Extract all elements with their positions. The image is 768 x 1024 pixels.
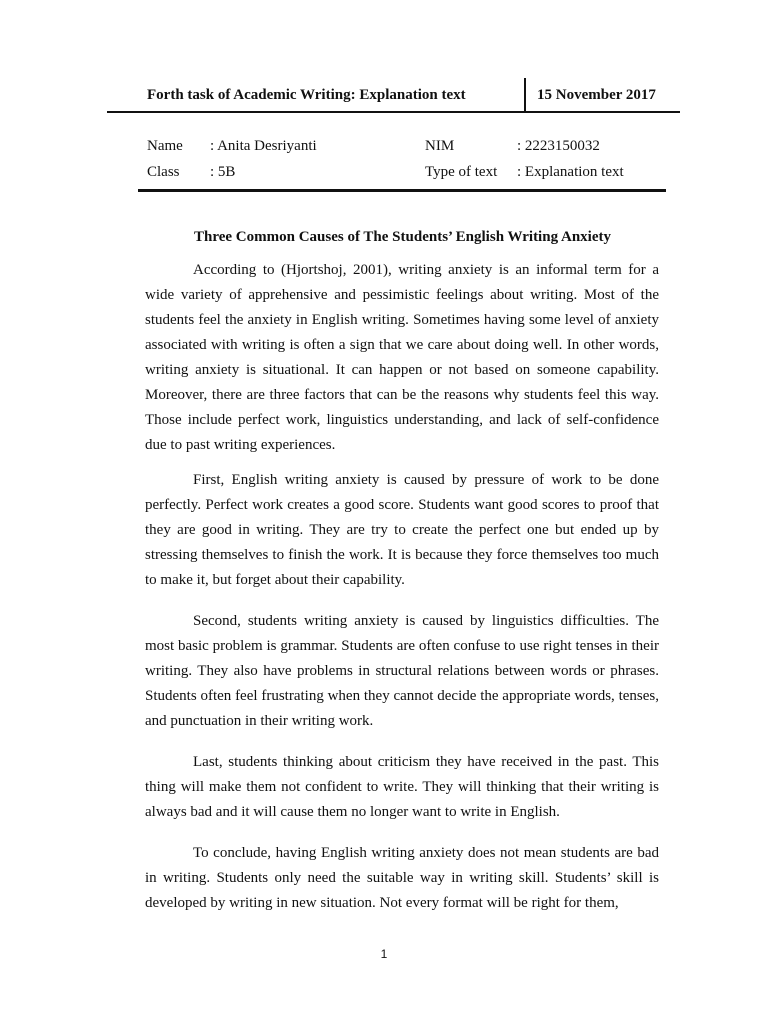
type-of-text-value: : Explanation text xyxy=(517,164,624,180)
essay-title: Three Common Causes of The Students’ English Writing Anxiety xyxy=(193,229,611,245)
nim-label: NIM xyxy=(425,138,455,154)
type-of-text-label: Type of text xyxy=(425,164,498,180)
name-value: : Anita Desriyanti xyxy=(210,138,317,154)
info-rule xyxy=(138,189,666,192)
name-label: Name xyxy=(147,138,183,154)
class-value: : 5B xyxy=(210,164,236,180)
page-number: 1 xyxy=(380,947,388,961)
paragraph-first-cause: First, English writing anxiety is caused by pressure of work to be done perfectly. Perfect work creates a good score. Students want good scores to proof that they are good in writing. They are try to create the perfect one but ended up by stressing themselves to finish the work. It is because they force themselves too much to make it, but forget about their capability. xyxy=(145,472,659,588)
paragraph-conclusion: To conclude, having English writing anxiety does not mean students are bad in writing. Students only need the suitable way in writing skill. Students’ skill is developed by writing in new situation. Not every format will be right for them, xyxy=(145,845,659,911)
class-label: Class xyxy=(147,164,180,180)
paragraph-second-cause: Second, students writing anxiety is caused by linguistics difficulties. The most basic problem is grammar. Students are often confuse to use right tenses in their writing. They also have problems in structural relations between words or phrases. Students often feel frustrating when they cannot decide the appropriate words, tenses, and punctuation in their writing work. xyxy=(145,613,659,729)
header-date: 15 November 2017 xyxy=(537,87,656,103)
paragraph-introduction: According to (Hjortshoj, 2001), writing anxiety is an informal term for a wide variety of apprehensive and pessimistic feelings about writing. Most of the students feel the anxiety in English writing. Sometimes having some level of anxiety associated with writing is often a sign that we care about doing well. In other words, writing anxiety is situational. It can happen or not based on someone capability. Moreover, there are three factors that can be the reasons why students feel this way. Those include perfect work, linguistics understanding, and lack of self-confidence due to past writing experiences. xyxy=(145,262,659,453)
nim-value: : 2223150032 xyxy=(517,138,600,154)
paragraph-third-cause: Last, students thinking about criticism they have received in the past. This thing will make them not confident to write. They will thinking that their writing is always bad and it will cause them no longer want to write in English. xyxy=(145,754,659,820)
header-rule xyxy=(107,111,680,113)
header-title: Forth task of Academic Writing: Explanation text xyxy=(147,87,466,103)
header-vertical-divider xyxy=(524,78,526,112)
